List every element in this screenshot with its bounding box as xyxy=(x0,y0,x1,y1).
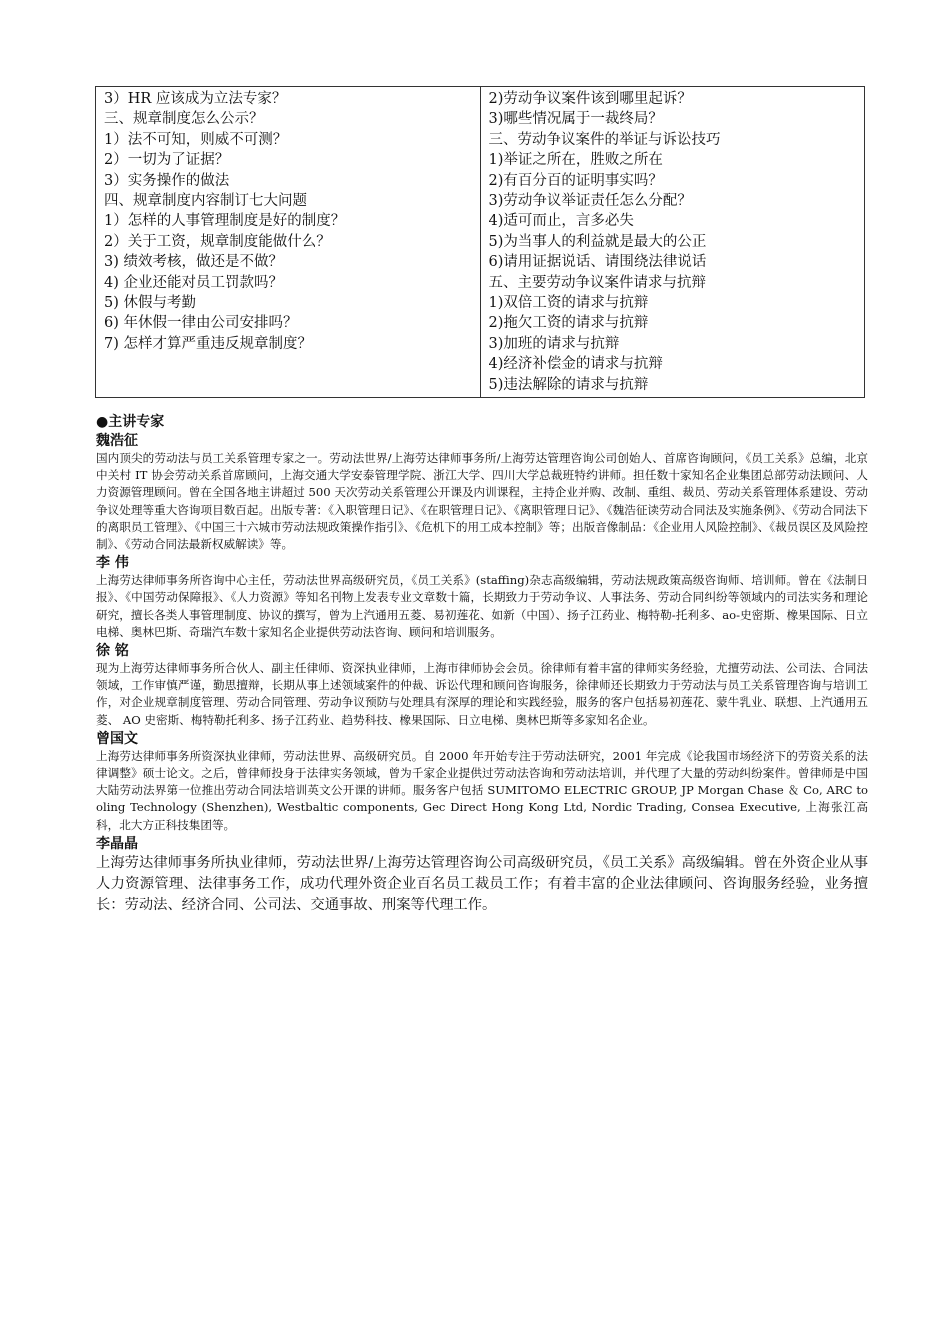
outline-item: 3)劳动争议举证责任怎么分配？ xyxy=(488,193,692,210)
outline-item: 3) 绩效考核，做还是不做？ xyxy=(104,254,283,271)
expert-name: 魏浩征 xyxy=(96,433,138,449)
course-outline-table xyxy=(95,86,865,398)
expert-entry xyxy=(96,554,868,641)
outline-item: 4)经济补偿金的请求与抗辩 xyxy=(488,356,663,373)
expert-bio: 上海劳达律师事务所资深执业律师，劳动法世界、高级研究员。自 2000 年开始专注于劳动法研究，2001 年完成《论我国市场经济下的劳资关系的法律调整》硕士论文。之后，曾律师投身于法律实务领域，曾为千家企业提供过劳动法咨询和劳动法培训，并代理了大量的劳动纠纷案件。曾律师是中国大陆劳动法界第一位推出劳动合同法培训英文公开课的讲师。服务客户包括 SUMITOMO ELECTRIC GROUP, JP Morgan Chase ＆ Co, ARC tooling Technology (Shenzhen), Westbaltic components, Gec Direct Hong Kong Ltd, Nordic Trading, Consea Executive, 上海张江高科，北大方正科技集团等。 xyxy=(96,748,868,832)
expert-entry xyxy=(96,432,868,553)
outline-item: 1）法不可知，则威不可测？ xyxy=(104,131,288,148)
outline-item: 1)双倍工资的请求与抗辩 xyxy=(488,295,649,312)
expert-name: 李 伟 xyxy=(96,555,129,572)
outline-item: 2）关于工资，规章制度能做什么？ xyxy=(104,233,331,250)
outline-item: 5) 休假与考勤 xyxy=(104,295,196,312)
expert-bio: 上海劳达律师事务所执业律师，劳动法世界/上海劳达管理咨询公司高级研究员，《员工关系》高级编辑。曾在外资企业从事人力资源管理、法律事务工作，成功代理外资企业百名员工裁员工作；有着丰富的企业法律顾问、咨询服务经验，业务擅长：劳动法、经济合同、公司法、交通事故、刑案等代理工作。 xyxy=(96,854,868,913)
outline-item: 2)有百分百的证明事实吗？ xyxy=(488,172,663,189)
outline-item: 1)举证之所在，胜败之所在 xyxy=(488,152,663,169)
outline-item: 3)哪些情况属于一裁终局？ xyxy=(488,111,663,128)
outline-item: 4) 企业还能对员工罚款吗？ xyxy=(104,274,283,291)
experts-section xyxy=(96,412,868,917)
outline-item: 三、劳动争议案件的举证与诉讼技巧 xyxy=(488,131,721,148)
outline-item: 2）一切为了证据？ xyxy=(104,152,230,169)
outline-right-column xyxy=(480,87,865,398)
expert-name: 曾国文 xyxy=(96,730,138,747)
outline-item: 3）HR 应该成为立法专家？ xyxy=(104,91,287,107)
outline-item: 三、规章制度怎么公示？ xyxy=(104,111,264,128)
expert-entry xyxy=(96,730,868,834)
outline-item: 4)适可而止，言多必失 xyxy=(488,213,634,230)
outline-item: 5)违法解除的请求与抗辩 xyxy=(488,376,649,393)
outline-item: 五、主要劳动争议案件请求与抗辩 xyxy=(488,274,706,291)
experts-heading: ●主讲专家 xyxy=(96,414,165,430)
outline-left-column xyxy=(96,87,481,398)
outline-item: 5)为当事人的利益就是最大的公正 xyxy=(488,233,707,250)
expert-entry xyxy=(96,642,868,729)
outline-item: 2)拖欠工资的请求与抗辩 xyxy=(488,315,649,332)
outline-item: 3）实务操作的做法 xyxy=(104,172,230,189)
expert-name: 李晶晶 xyxy=(96,835,138,852)
outline-item: 6) 年休假一律由公司安排吗？ xyxy=(104,315,298,332)
outline-row xyxy=(96,87,865,398)
outline-item: 2)劳动争议案件该到哪里起诉？ xyxy=(488,91,692,107)
expert-name: 徐 铭 xyxy=(96,643,129,660)
expert-bio: 上海劳达律师事务所咨询中心主任，劳动法世界高级研究员，《员工关系》(staffing)杂志高级编辑，劳动法规政策高级咨询师、培训师。曾在《法制日报》、《中国劳动保障报》、《人力资源》等知名刊物上发表专业文章数十篇，长期致力于劳动争议、人事法务、劳动合同纠纷等领域内的司法实务和理论研究，擅长各类人事管理制度、协议的撰写，曾为上汽通用五菱、易初莲花、如新（中国）、扬子江药业、梅特勒-托利多、ao-史密斯、橡果国际、日立电梯、奥林巴斯、奇瑞汽车数十家知名企业提供劳动法咨询、顾问和培训服务。 xyxy=(96,573,868,639)
expert-entry xyxy=(96,835,868,916)
expert-bio: 国内顶尖的劳动法与员工关系管理专家之一。劳动法世界/上海劳达律师事务所/上海劳达管理咨询公司创始人、首席咨询顾问，《员工关系》总编，北京中关村 IT 协会劳动关系首席顾问，上海交通大学安泰管理学院、浙江大学、四川大学总裁班特约讲师。担任数十家知名企业集团总部劳动法顾问、人力资源管理顾问。曾在全国各地主讲超过 500 天次劳动关系管理公开课及内训课程，主持企业并购、改制、重组、裁员、劳动关系管理体系建设、劳动争议处理等重大咨询项目数百起。出版专著：《入职管理日记》、《在职管理日记》、《离职管理日记》、《魏浩征读劳动合同法及实施条例》、《劳动合同法下的离职员工管理》、《中国三十六城市劳动法规政策操作指引》、《危机下的用工成本控制》等；出版音像制品：《企业用人风险控制》、《裁员误区及风险控制》、《劳动合同法最新权威解读》等。 xyxy=(96,451,868,552)
outline-item: 3)加班的请求与抗辩 xyxy=(488,335,620,352)
expert-bio: 现为上海劳达律师事务所合伙人、副主任律师、资深执业律师，上海市律师协会会员。徐律师有着丰富的律师实务经验，尤擅劳动法、公司法、合同法领域，工作审慎严谨，勤思擅辩，长期从事上述领域案件的仲裁、诉讼代理和顾问咨询服务，徐律师还长期致力于劳动法与员工关系管理咨询与培训工作，对企业规章制度管理、劳动合同管理、劳动争议预防与处理具有深厚的理论和实践经验，服务的客户包括易初莲花、蒙牛乳业、联想、上汽通用五菱、 AO 史密斯、梅特勒托利多、扬子江药业、趋势科技、橡果国际、日立电梯、奥林巴斯等多家知名企业。 xyxy=(96,661,868,727)
outline-item: 四、规章制度内容制订七大问题 xyxy=(104,193,307,210)
outline-item: 7) 怎样才算严重违反规章制度？ xyxy=(104,335,312,352)
outline-item: 6)请用证据说话、请围绕法律说话 xyxy=(488,254,707,271)
outline-item: 1）怎样的人事管理制度是好的制度？ xyxy=(104,213,346,230)
